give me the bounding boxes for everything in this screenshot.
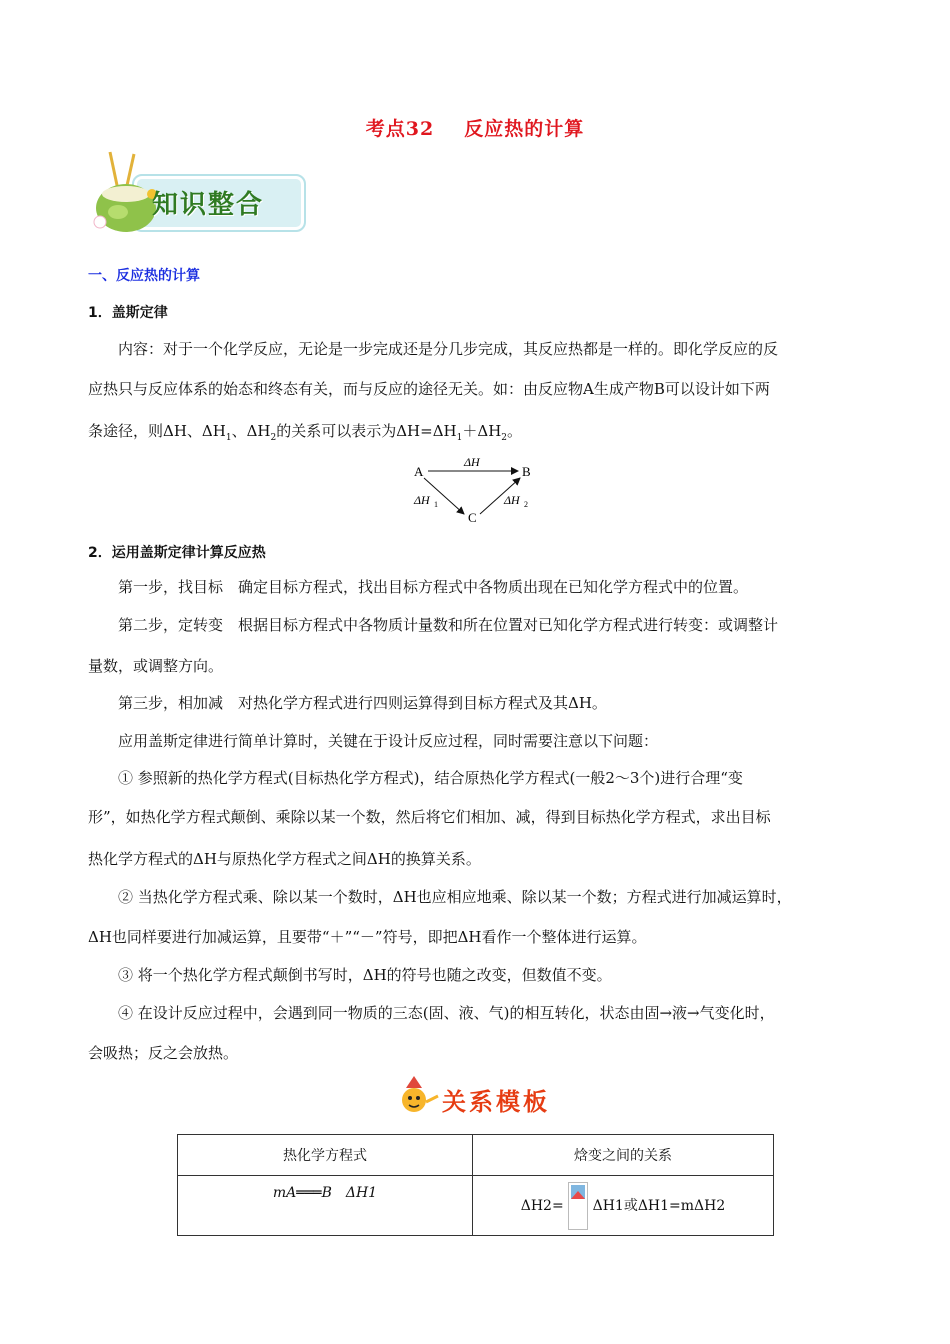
banner-text: 知识整合: [152, 190, 265, 220]
hess-text-line: 条途径，则ΔH、$\Delta H_1$、$\Delta H_2$的关系可以表示为$\Delta H=\Delta H_1+\Delta H_2$。: [88, 422, 523, 443]
table-row: [178, 1176, 774, 1236]
table-cell-equation: mA═══B ΔH1: [178, 1176, 473, 1236]
title-code: 考点32: [365, 118, 435, 140]
step-3: 第三步，相加减 对热化学方程式进行四则运算得到目标方程式及其ΔH。: [118, 694, 607, 712]
hess-text-line: 应热只与反应体系的始态和终态有关，而与反应的途径无关。如：由反应物A生成产物B可以设计如下两: [88, 380, 770, 398]
label-dh2-sub: 2: [524, 500, 528, 509]
point-1-line: 形”，如热化学方程式颠倒、乘除以某一个数，然后将它们相加、减，得到目标热化学方程式，求出目标: [88, 808, 771, 826]
point-2-line: ② 当热化学方程式乘、除以某一个数时，ΔH也应相应地乘、除以某一个数；方程式进行加减运算时，: [118, 888, 792, 906]
section-heading: 一、反应热的计算: [88, 268, 200, 284]
table-header: 焓变之间的关系: [473, 1135, 774, 1176]
arrow-a-c: [424, 478, 464, 514]
label-dh1: ΔH: [414, 493, 430, 507]
knowledge-banner: [88, 150, 304, 234]
point-3: ③ 将一个热化学方程式颠倒书写时，ΔH的符号也随之改变，但数值不变。: [118, 966, 612, 984]
label-dh1-sub: 1: [434, 500, 438, 509]
hess-path-diagram: [408, 452, 548, 524]
step-2-line: 量数，或调整方向。: [88, 657, 224, 675]
node-c: C: [468, 510, 477, 524]
step-1: 第一步，找目标 确定目标方程式，找出目标方程式中各物质出现在已知化学方程式中的位置。: [118, 578, 749, 596]
point-2-line: ΔH也同样要进行加减运算，且要带“＋”“－”符号，即把ΔH看作一个整体进行运算。: [88, 928, 647, 946]
node-b: B: [522, 464, 531, 479]
pencil-mascot-icon: [398, 1076, 440, 1120]
apply-heading: 2．运用盖斯定律计算反应热: [88, 545, 266, 561]
hess-heading: 1．盖斯定律: [88, 305, 168, 321]
table-header-row: [178, 1135, 774, 1176]
point-1-line: ① 参照新的热化学方程式(目标热化学方程式)，结合原热化学方程式(一般2～3个)进行合理“变: [118, 769, 743, 787]
point-4-line: 会吸热；反之会放热。: [88, 1044, 239, 1062]
template-banner-text: 关系模板: [442, 1088, 550, 1116]
table-header: 热化学方程式: [178, 1135, 473, 1176]
node-a: A: [414, 464, 424, 479]
point-4-line: ④ 在设计反应过程中，会遇到同一物质的三态(固、液、气)的相互转化，状态由固→液→气变化时，: [118, 1004, 775, 1022]
label-dh2: ΔH: [504, 493, 520, 507]
page-title: [0, 114, 950, 141]
label-dh: ΔH: [464, 455, 480, 469]
point-1-line: 热化学方程式的ΔH与原热化学方程式之间ΔH的换算关系。: [88, 850, 481, 868]
note-text: 应用盖斯定律进行简单计算时，关键在于设计反应过程，同时需要注意以下问题：: [118, 732, 659, 750]
template-banner: [398, 1076, 558, 1120]
broken-image-icon: [568, 1182, 588, 1230]
title-topic: 反应热的计算: [464, 118, 585, 140]
step-2-line: 第二步，定转变 根据目标方程式中各物质计量数和所在位置对已知化学方程式进行转变：或调整计: [118, 616, 779, 634]
table-cell-relation: ΔH2= ΔH1或ΔH1=mΔH2: [473, 1176, 774, 1236]
hess-text-line: 内容：对于一个化学反应，无论是一步完成还是分几步完成，其反应热都是一样的。即化学反应的反: [118, 340, 779, 358]
relation-table: [177, 1134, 774, 1236]
